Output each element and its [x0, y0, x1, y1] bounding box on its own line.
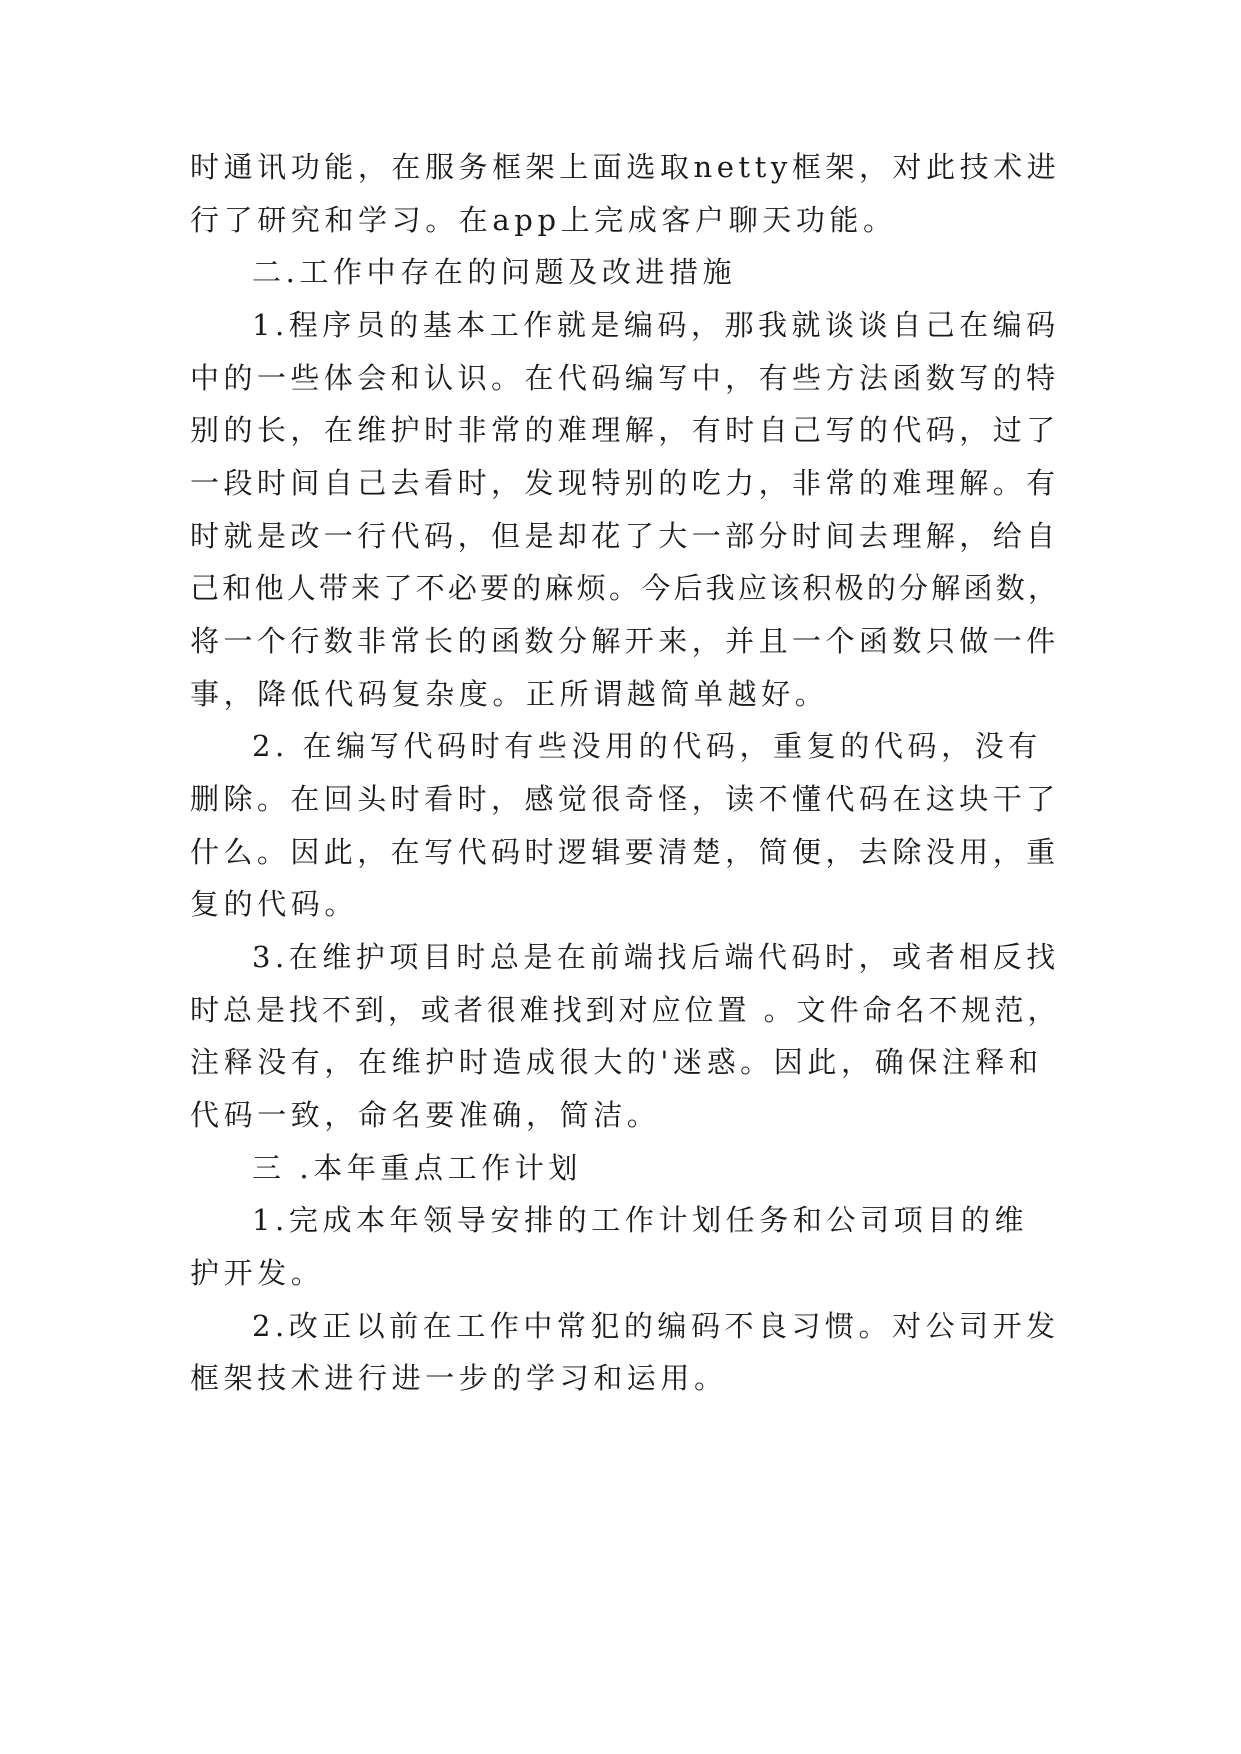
text-line: 1.完成本年领导安排的工作计划任务和公司项目的维 — [252, 1203, 1029, 1237]
text-line: 事，降低代码复杂度。正所谓越简单越好。 — [190, 677, 829, 711]
text-line: 什么。因此，在写代码时逻辑要清楚，简便，去除没用，重 — [190, 835, 1060, 869]
text-line: 行了研究和学习。在app上完成客户聊天功能。 — [190, 203, 897, 237]
text-line: 将一个行数非常长的函数分解开来，并且一个函数只做一件 — [190, 624, 1060, 658]
text-line: 注释没有，在维护时造成很大的'迷惑。因此，确保注释和 — [190, 1045, 1043, 1079]
text-line: 时总是找不到，或者很难找到对应位置 。文件命名不规范， — [190, 993, 1061, 1027]
text-line: 删除。在回头时看时，感觉很奇怪，读不懂代码在这块干了 — [190, 782, 1060, 816]
text-line: 时就是改一行代码，但是却花了大一部分时间去理解，给自 — [190, 519, 1060, 553]
text-line: 中的一些体会和认识。在代码编写中，有些方法函数写的特 — [190, 361, 1060, 395]
text-line: 3.在维护项目时总是在前端找后端代码时，或者相反找 — [252, 940, 1060, 974]
text-line: 己和他人带来了不必要的麻烦。今后我应该积极的分解函数， — [190, 571, 1061, 605]
text-line: 代码一致，命名要准确，简洁。 — [190, 1098, 661, 1132]
text-line: 一段时间自己去看时，发现特别的吃力，非常的难理解。有 — [190, 466, 1060, 500]
text-line: 2.改正以前在工作中常犯的编码不良习惯。对公司开发 — [252, 1309, 1060, 1343]
text-line: 框架技术进行进一步的学习和运用。 — [190, 1361, 728, 1395]
section-heading: 三 .本年重点工作计划 — [252, 1151, 583, 1185]
text-line: 1.程序员的基本工作就是编码，那我就谈谈自己在编码 — [252, 308, 1060, 342]
text-line: 时通讯功能，在服务框架上面选取netty框架，对此技术进 — [190, 150, 1061, 184]
text-line: 2. 在编写代码时有些没用的代码，重复的代码，没有 — [252, 729, 1042, 763]
text-line: 护开发。 — [190, 1256, 325, 1290]
text-line: 复的代码。 — [190, 887, 359, 921]
section-heading: 二.工作中存在的问题及改进措施 — [252, 255, 737, 289]
text-line: 别的长，在维护时非常的难理解，有时自己写的代码，过了 — [190, 413, 1060, 447]
